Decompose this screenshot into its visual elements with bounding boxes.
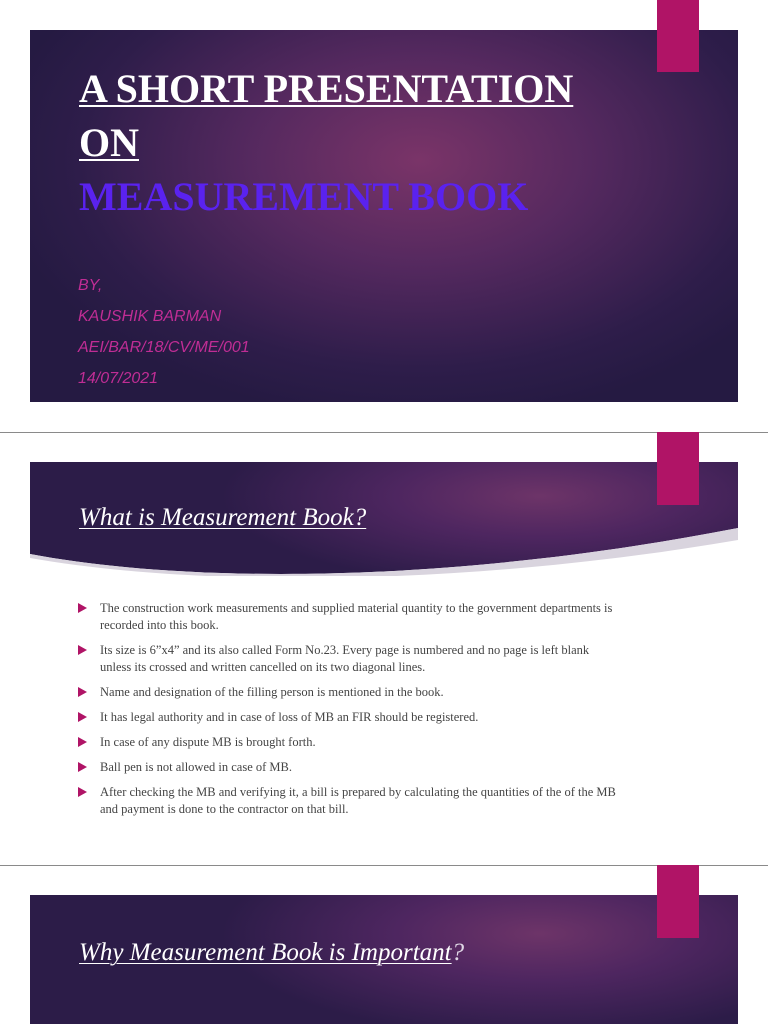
slide-heading: Why Measurement Book is Important? xyxy=(79,939,465,966)
bullet-arrow-icon xyxy=(78,687,87,697)
bullet-arrow-icon xyxy=(78,762,87,772)
author-name: KAUSHIK BARMAN xyxy=(78,308,222,325)
list-item: Its size is 6”x4” and its also called Form No.23. Every page is numbered and no page is left blank unless its crossed and written cancelled on its two diagonal lines. xyxy=(78,642,618,676)
accent-tab xyxy=(657,865,699,938)
slide-header-band xyxy=(30,462,738,576)
byline-label: BY, xyxy=(78,277,103,294)
accent-tab xyxy=(657,432,699,505)
bullet-arrow-icon xyxy=(78,737,87,747)
bullet-arrow-icon xyxy=(78,645,87,655)
author-id: AEI/BAR/18/CV/ME/001 xyxy=(78,339,250,356)
slide-heading: What is Measurement Book? xyxy=(79,504,367,531)
list-item: The construction work measurements and supplied material quantity to the government departments is recorded into this book. xyxy=(78,600,618,634)
slide-divider xyxy=(0,865,768,866)
list-item: It has legal authority and in case of loss of MB an FIR should be registered. xyxy=(78,709,618,726)
author-byline xyxy=(78,270,250,394)
presentation-date: 14/07/2021 xyxy=(78,370,159,387)
list-item: In case of any dispute MB is brought forth. xyxy=(78,734,618,751)
slide-subtitle: MEASUREMENT BOOK xyxy=(79,174,529,219)
bullet-arrow-icon xyxy=(78,603,87,613)
bullet-arrow-icon xyxy=(78,787,87,797)
slide-title xyxy=(79,62,573,224)
bullet-list xyxy=(78,600,618,826)
title-slide xyxy=(30,30,738,402)
slide-header-band xyxy=(30,895,738,1024)
bullet-arrow-icon xyxy=(78,712,87,722)
title-line-2: ON xyxy=(79,120,139,165)
list-item: Ball pen is not allowed in case of MB. xyxy=(78,759,618,776)
accent-tab xyxy=(657,0,699,72)
list-item: After checking the MB and verifying it, a bill is prepared by calculating the quantities of the of the MB and payment is done to the contractor on that bill. xyxy=(78,784,618,818)
title-line-1: A SHORT PRESENTATION xyxy=(79,66,574,111)
slide-divider xyxy=(0,432,768,433)
list-item: Name and designation of the filling person is mentioned in the book. xyxy=(78,684,618,701)
